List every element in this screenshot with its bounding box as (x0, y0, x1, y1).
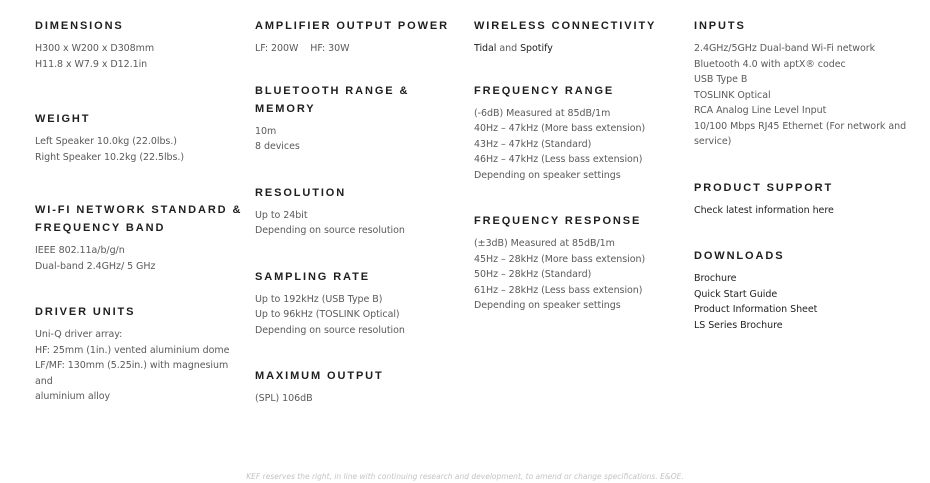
spec-line: 40Hz – 47kHz (More bass extension) (474, 123, 646, 134)
spec-line: Dual-band 2.4GHz/ 5 GHz (35, 260, 156, 272)
wireless-and: and (496, 43, 521, 54)
product-support-heading: PRODUCT SUPPORT (694, 181, 834, 194)
spec-line: Left Speaker 10.0kg (22.0lbs.) (35, 136, 177, 147)
amplifier-section (255, 17, 465, 57)
frequency-range-heading: FREQUENCY RANGE (474, 84, 615, 97)
spec-line: TOSLINK Optical (694, 89, 771, 101)
spec-line: IEEE 802.11a/b/g/n (35, 245, 125, 256)
wireless-line (474, 41, 684, 57)
wireless-heading: WIRELESS CONNECTIVITY (474, 20, 657, 32)
wifi-heading (35, 201, 245, 237)
weight-heading: WEIGHT (35, 113, 91, 125)
wireless-section (474, 17, 684, 57)
spec-line: LF/MF: 130mm (5.25in.) with magnesium and (35, 360, 229, 387)
driver-section (35, 303, 245, 405)
spec-line: (SPL) 106dB (255, 393, 313, 404)
wifi-heading-line-1: WI-FI NETWORK STANDARD & (35, 204, 243, 216)
spec-line: service) (694, 136, 732, 147)
spec-line: (-6dB) Measured at 85dB/1m (474, 107, 611, 119)
wifi-heading-line-2: FREQUENCY BAND (35, 222, 166, 234)
max-output-heading: MAXIMUM OUTPUT (255, 370, 384, 382)
spec-line: 45Hz – 28kHz (More bass extension) (474, 253, 646, 265)
frequency-response-heading: FREQUENCY RESPONSE (474, 215, 642, 227)
resolution-section (255, 184, 465, 239)
spec-line: aluminium alloy (35, 391, 111, 402)
inputs-section (694, 17, 914, 150)
frequency-response-section (474, 212, 684, 314)
spec-line: Depending on speaker settings (474, 300, 621, 311)
spec-line: HF: 25mm (1in.) vented aluminium dome (35, 344, 230, 356)
resolution-heading: RESOLUTION (255, 186, 347, 199)
downloads-heading: DOWNLOADS (694, 250, 785, 262)
quick-start-guide-link[interactable]: Quick Start Guide (694, 288, 778, 300)
specs-column-4 (694, 17, 914, 363)
spec-line: Up to 24bit (255, 209, 308, 221)
spec-line: 8 devices (255, 141, 300, 152)
bluetooth-section (255, 82, 465, 155)
spec-line: 61Hz – 28kHz (Less bass extension) (474, 284, 643, 296)
dimensions-section (35, 17, 245, 72)
product-information-sheet-link[interactable]: Product Information Sheet (694, 304, 818, 315)
spec-line: Depending on source resolution (255, 324, 405, 336)
sampling-heading: SAMPLING RATE (255, 270, 370, 283)
spec-line: USB Type B (694, 74, 748, 85)
spec-line: Depending on source resolution (255, 225, 405, 236)
tidal-link[interactable]: Tidal (474, 43, 497, 54)
bluetooth-heading (255, 82, 465, 118)
weight-section (35, 110, 245, 165)
spec-line: 10m (255, 125, 277, 137)
ls-series-brochure-link[interactable]: LS Series Brochure (694, 319, 783, 331)
spec-line: LF: 200W HF: 30W (255, 43, 350, 54)
spec-line: Bluetooth 4.0 with aptX® codec (694, 58, 846, 70)
bluetooth-heading-line-1: BLUETOOTH RANGE & (255, 84, 410, 97)
dimensions-heading: DIMENSIONS (35, 20, 124, 32)
spec-line: Right Speaker 10.2kg (22.5lbs.) (35, 151, 185, 163)
spec-line: 46Hz – 47kHz (Less bass extension) (474, 154, 643, 165)
inputs-heading: INPUTS (694, 20, 746, 32)
disclaimer-footer: KEF reserves the right, in line with continuing research and development, to amend or change specifications. E&OE. (246, 472, 684, 481)
spec-line: H11.8 x W7.9 x D12.1in (35, 58, 148, 70)
spec-line: 43Hz – 47kHz (Standard) (474, 138, 592, 150)
spec-line: (±3dB) Measured at 85dB/1m (474, 238, 615, 249)
bluetooth-heading-line-2: MEMORY (255, 102, 316, 115)
specs-column-3 (474, 17, 684, 344)
specs-column-2 (255, 17, 465, 437)
spec-line: 50Hz – 28kHz (Standard) (474, 269, 592, 280)
spec-line: RCA Analog Line Level Input (694, 105, 827, 116)
amplifier-heading: AMPLIFIER OUTPUT POWER (255, 20, 449, 32)
specs-column-1 (35, 17, 245, 435)
wifi-section (35, 201, 245, 274)
sampling-section (255, 268, 465, 339)
driver-heading: DRIVER UNITS (35, 306, 136, 318)
product-support-section (694, 179, 914, 219)
spotify-link[interactable]: Spotify (520, 43, 553, 54)
spec-line: Depending on speaker settings (474, 169, 621, 181)
max-output-section (255, 367, 465, 407)
spec-line: Uni-Q driver array: (35, 329, 123, 340)
spec-line: 10/100 Mbps RJ45 Ethernet (For network and (694, 120, 907, 132)
spec-line: Up to 96kHz (TOSLINK Optical) (255, 309, 400, 320)
brochure-link[interactable]: Brochure (694, 273, 737, 284)
spec-line: H300 x W200 x D308mm (35, 43, 155, 54)
downloads-section (694, 247, 914, 333)
spec-line: Up to 192kHz (USB Type B) (255, 293, 383, 305)
spec-line: 2.4GHz/5GHz Dual-band Wi-Fi network (694, 43, 876, 54)
frequency-range-section (474, 82, 684, 184)
check-latest-info-link[interactable]: Check latest information here (694, 204, 834, 216)
